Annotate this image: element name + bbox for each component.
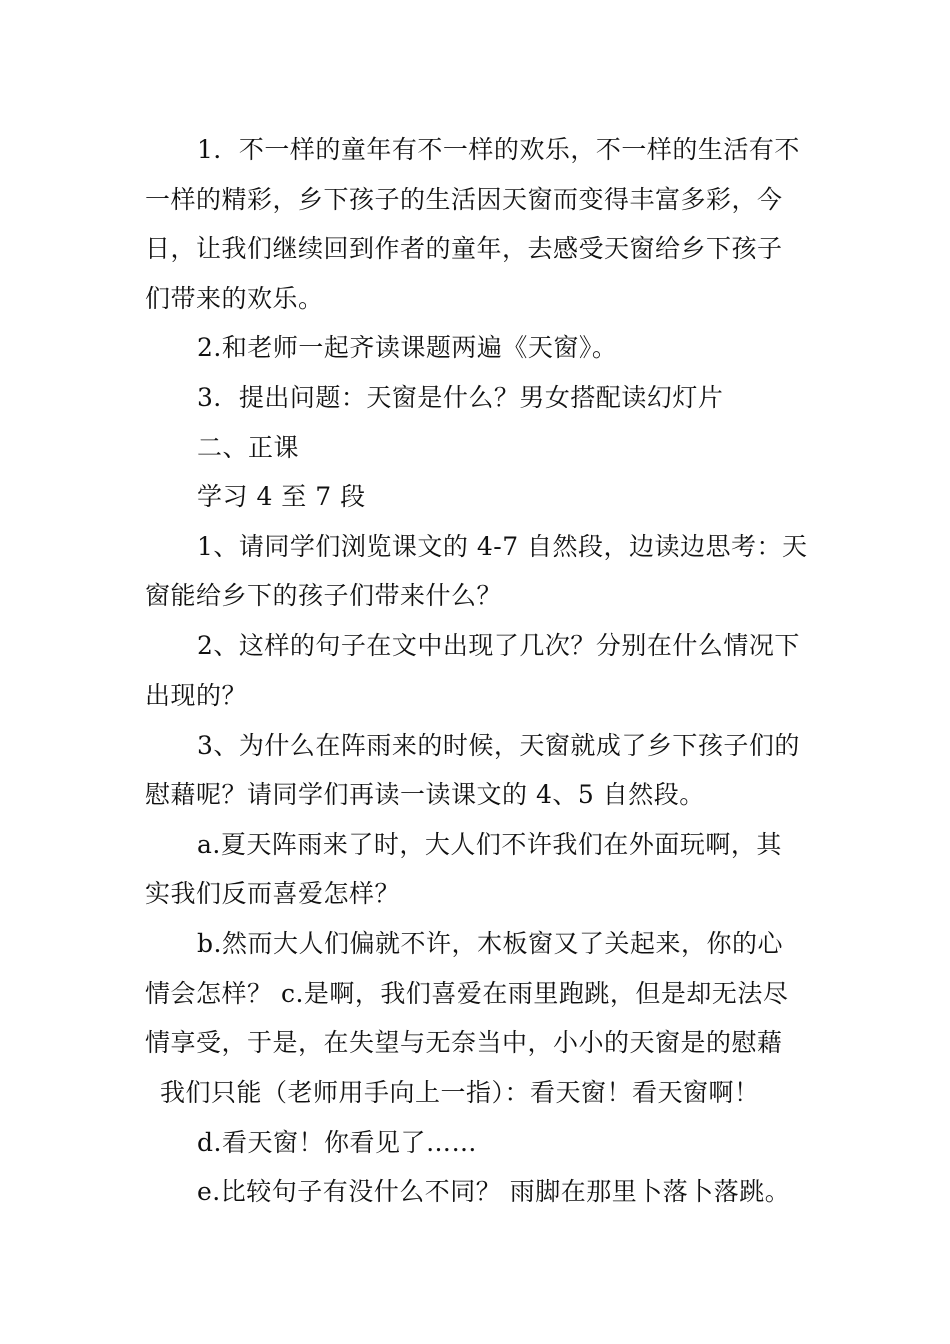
text-line: 一样的精彩，乡下孩子的生活因天窗而变得丰富多彩，今 (145, 185, 783, 214)
text-line: e.比较句子有没什么不同？ 雨脚在那里卜落卜落跳。 (197, 1177, 791, 1206)
subheading: 学习 4 至 7 段 (197, 482, 366, 511)
text-line: 窗能给乡下的孩子们带来什么？ (145, 581, 503, 610)
text-line: 出现的？ (145, 681, 248, 710)
text-line: 我们只能（老师用手向上一指）：看天窗！看天窗啊！ (160, 1078, 760, 1107)
text-line: d.看天窗！你看见了…… (197, 1128, 477, 1157)
text-line: 实我们反而喜爱怎样？ (145, 879, 401, 908)
text-line: 2、这样的句子在文中出现了几次？分别在什么情况下 (197, 631, 800, 660)
text-line: 情会怎样？ c.是啊，我们喜爱在雨里跑跳，但是却无法尽 (145, 979, 789, 1008)
text-line: 1、请同学们浏览课文的 4-7 自然段，边读边思考：天 (197, 532, 808, 561)
text-line: 们带来的欢乐。 (145, 284, 324, 313)
text-line: b.然而大人们偏就不许，木板窗又了关起来，你的心 (197, 929, 783, 958)
text-line: 慰藉呢？请同学们再读一读课文的 4、5 自然段。 (145, 780, 705, 809)
text-line: 3、为什么在阵雨来的时候，天窗就成了乡下孩子们的 (197, 731, 800, 760)
text-line: 3．提出问题：天窗是什么？男女搭配读幻灯片 (197, 383, 724, 412)
text-line: a.夏天阵雨来了时，大人们不许我们在外面玩啊，其 (197, 830, 782, 859)
text-line: 2.和老师一起齐读课题两遍《天窗》。 (197, 333, 618, 362)
text-line: 情享受，于是，在失望与无奈当中，小小的天窗是的慰藉 (145, 1028, 783, 1057)
text-line: 日，让我们继续回到作者的童年，去感受天窗给乡下孩子 (145, 234, 783, 263)
section-heading: 二、正课 (197, 433, 300, 462)
text-line: 1．不一样的童年有不一样的欢乐，不一样的生活有不 (197, 135, 800, 164)
